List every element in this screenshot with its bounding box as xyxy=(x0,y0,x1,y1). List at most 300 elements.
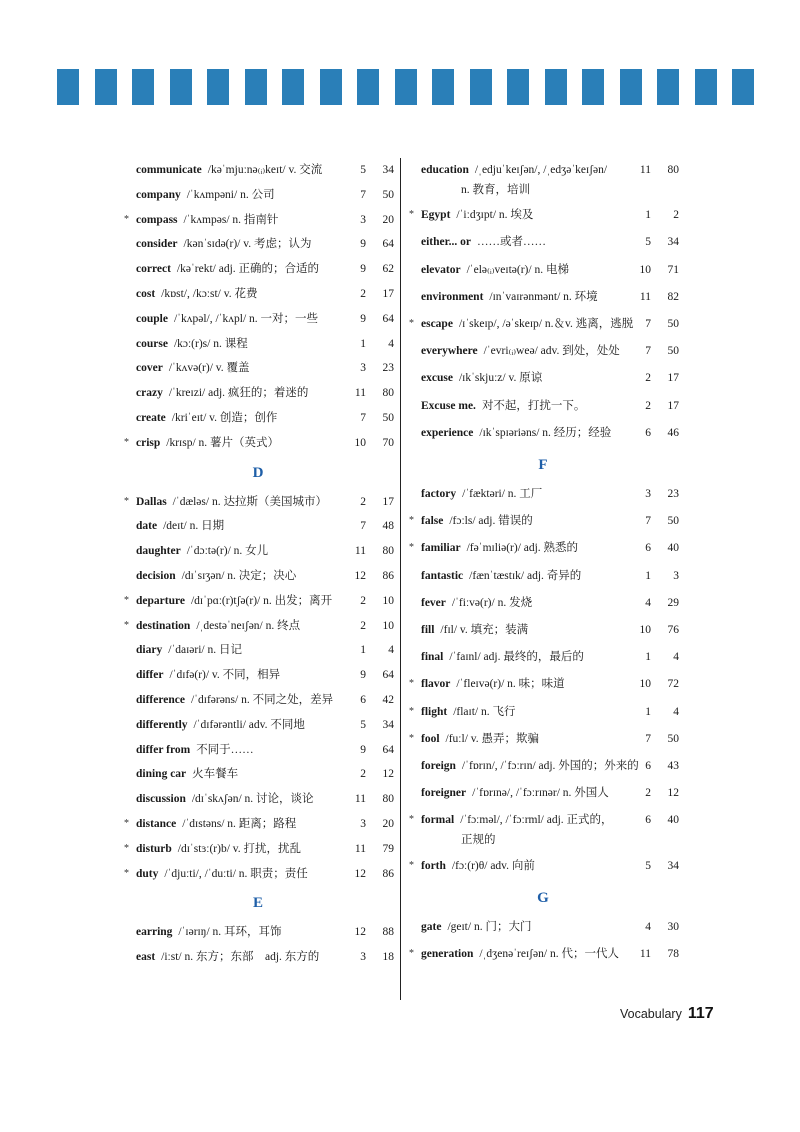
entry-text xyxy=(136,516,224,536)
definition: /iːst/ n. 东方；东部 adj. 东方的 xyxy=(161,951,320,964)
entry-text xyxy=(136,715,305,735)
unit-number: 9 xyxy=(360,743,366,756)
entry-text xyxy=(421,484,542,504)
vocab-entry xyxy=(122,383,394,403)
star-marker-icon: * xyxy=(409,515,414,527)
page-ref: 20 xyxy=(382,818,394,830)
header-decoration xyxy=(57,69,747,105)
headword: couple xyxy=(136,312,168,325)
unit-number: 6 xyxy=(360,694,366,706)
entry-text xyxy=(136,566,296,586)
entry-text xyxy=(421,593,532,613)
vocab-entry xyxy=(407,944,679,964)
definition: 对不起，打扰一下。 xyxy=(481,399,586,412)
page-ref: 50 xyxy=(382,188,394,201)
page-ref: 79 xyxy=(382,842,394,855)
vocab-entry xyxy=(407,566,679,586)
entry-text xyxy=(136,591,332,611)
section-letter-heading: F xyxy=(538,457,548,473)
page-ref: 64 xyxy=(382,312,394,325)
headword: duty xyxy=(136,867,159,880)
definition: /ˈkʌvə(r)/ v. 覆盖 xyxy=(168,362,250,375)
definition: /ˈdɪfərəntli/ adv. 不同地 xyxy=(193,718,305,731)
vocab-entry xyxy=(407,287,679,307)
headword: fantastic xyxy=(421,569,464,582)
headword: factory xyxy=(421,488,457,500)
page-ref: 12 xyxy=(667,787,679,800)
entry-text xyxy=(136,922,282,942)
header-square xyxy=(320,69,342,105)
header-square xyxy=(432,69,454,105)
page-ref: 62 xyxy=(382,263,394,276)
unit-number: 12 xyxy=(354,867,366,880)
page-ref: 82 xyxy=(667,290,679,303)
definition: /ˈfɒrɪnə/, /ˈfɔːrɪnər/ n. 外国人 xyxy=(472,787,609,800)
unit-number: 9 xyxy=(360,263,366,276)
entry-text xyxy=(136,185,275,205)
header-square xyxy=(207,69,229,105)
definition-continued: 正规的 xyxy=(461,834,496,847)
star-marker-icon: * xyxy=(409,948,414,959)
entry-text xyxy=(136,210,278,230)
headword: flavor xyxy=(421,678,451,691)
definition: /dɪˈstɜː(r)b/ v. 打扰，扰乱 xyxy=(177,842,302,855)
unit-number: 11 xyxy=(354,387,366,400)
headword: Dallas xyxy=(136,495,167,508)
vocab-entry xyxy=(122,284,394,304)
headword: forth xyxy=(421,859,446,872)
section-letter-heading: D xyxy=(252,464,264,481)
page-ref: 20 xyxy=(382,213,394,226)
unit-number: 1 xyxy=(645,209,651,222)
definition: /ɪkˈspɪəriəns/ n. 经历；经验 xyxy=(479,426,612,439)
unit-number: 2 xyxy=(360,594,366,607)
entry-text xyxy=(421,674,565,694)
page-ref: 80 xyxy=(667,164,679,176)
definition: /ˈdɪfə(r)/ v. 不同，相异 xyxy=(169,669,281,682)
entry-text xyxy=(421,917,531,937)
vocab-entry xyxy=(122,541,394,561)
unit-number: 11 xyxy=(354,545,366,558)
header-square xyxy=(132,69,154,105)
entry-text xyxy=(136,764,238,784)
entry-text xyxy=(421,396,585,416)
unit-number: 1 xyxy=(360,337,366,350)
vocab-entry xyxy=(407,756,679,776)
headword: final xyxy=(421,651,444,664)
definition: /kriˈeɪt/ v. 创造；创作 xyxy=(171,412,278,424)
headword: escape xyxy=(421,318,453,330)
vocab-entry xyxy=(407,917,679,937)
vocab-entry xyxy=(122,516,394,536)
definition: /ˈdæləs/ n. 达拉斯（美国城市） xyxy=(172,495,327,508)
vocab-entry xyxy=(122,690,394,710)
definition: /dɪˈskʌʃən/ n. 讨论，谈论 xyxy=(191,793,314,806)
definition: /fænˈtæstɪk/ adj. 奇异的 xyxy=(469,569,582,582)
headword: course xyxy=(136,337,168,350)
page-ref: 50 xyxy=(667,732,679,745)
unit-number: 6 xyxy=(645,542,651,555)
unit-number: 11 xyxy=(639,290,651,303)
definition: /ˈkʌpəl/, /ˈkʌpl/ n. 一对；一些 xyxy=(173,312,319,325)
headword: company xyxy=(136,188,181,201)
entry-text xyxy=(136,740,254,760)
definition: /ˈdaɪəri/ n. 日记 xyxy=(168,644,242,657)
header-square xyxy=(545,69,567,105)
page-ref: 34 xyxy=(382,718,394,731)
definition: /ˈɪərɪŋ/ n. 耳环，耳饰 xyxy=(178,926,282,939)
entry-text xyxy=(136,541,268,561)
entry-text xyxy=(421,702,516,722)
entry-text xyxy=(136,864,308,884)
definition: /ˈevri₍ᵢ₎weə/ adv. 到处，处处 xyxy=(483,345,620,358)
vocab-entry xyxy=(122,715,394,735)
definition: /flaɪt/ n. 飞行 xyxy=(453,705,516,718)
unit-number: 12 xyxy=(354,570,366,582)
unit-number: 2 xyxy=(645,399,651,412)
vocab-entry xyxy=(407,702,679,722)
entry-text xyxy=(136,309,318,329)
star-marker-icon: * xyxy=(124,867,129,879)
vocab-entry xyxy=(407,341,679,361)
entry-text xyxy=(136,383,308,403)
page-ref: 4 xyxy=(388,644,394,657)
star-marker-icon: * xyxy=(124,594,129,606)
vocab-entry xyxy=(407,260,679,280)
page-footer xyxy=(620,1005,714,1023)
footer-label: Vocabulary xyxy=(620,1007,682,1021)
headword: decision xyxy=(136,570,176,582)
page-ref: 18 xyxy=(382,951,394,964)
headword: compass xyxy=(136,213,178,226)
page-ref: 17 xyxy=(382,288,394,300)
unit-number: 9 xyxy=(360,312,366,325)
vocab-entry xyxy=(407,368,679,388)
vocab-entry xyxy=(407,423,679,443)
headword: flight xyxy=(421,705,448,718)
headword: distance xyxy=(136,818,177,830)
headword: fever xyxy=(421,596,446,609)
entry-text xyxy=(421,647,584,667)
vocab-entry xyxy=(122,358,394,378)
definition: /fɔːls/ adj. 错误的 xyxy=(449,515,533,528)
vocab-entry xyxy=(407,810,679,847)
definition: /dɪˈpɑː(r)tʃə(r)/ n. 出发；离开 xyxy=(190,594,333,607)
definition: /ˈkreɪzi/ adj. 疯狂的；着迷的 xyxy=(168,387,309,400)
headword: everywhere xyxy=(421,345,478,358)
page-ref: 2 xyxy=(673,209,679,222)
section-letter-heading: E xyxy=(252,895,263,912)
unit-number: 4 xyxy=(645,596,651,609)
page-ref: 72 xyxy=(667,678,679,691)
unit-number: 3 xyxy=(360,362,366,375)
unit-number: 10 xyxy=(354,436,366,449)
entry-text xyxy=(136,433,279,453)
star-marker-icon: * xyxy=(409,859,414,871)
column-divider xyxy=(400,158,401,1000)
unit-number: 1 xyxy=(645,705,651,718)
definition: /ˈfaɪnl/ adj. 最终的，最后的 xyxy=(449,651,584,664)
header-square xyxy=(695,69,717,105)
headword: differ xyxy=(136,669,164,682)
unit-number: 10 xyxy=(639,263,651,276)
header-square xyxy=(507,69,529,105)
unit-number: 7 xyxy=(360,520,366,533)
page-ref: 71 xyxy=(667,263,679,276)
vocab-entry xyxy=(407,205,679,225)
page-ref: 10 xyxy=(382,619,394,632)
definition: /ɪˈskeɪp/, /əˈskeɪp/ n.＆v. 逃离，逃脱 xyxy=(458,318,634,330)
definition: 火车餐车 xyxy=(192,768,239,781)
definition: /ˈdɔːtə(r)/ n. 女儿 xyxy=(186,545,269,558)
headword: crazy xyxy=(136,387,163,400)
entry-text xyxy=(136,789,314,809)
unit-number: 2 xyxy=(360,768,366,781)
vocab-entry xyxy=(407,620,679,640)
page-ref: 64 xyxy=(382,743,394,756)
vocab-entry xyxy=(122,185,394,205)
definition: /ˈdɪfərəns/ n. 不同之处，差异 xyxy=(190,694,334,706)
header-square xyxy=(620,69,642,105)
unit-number: 7 xyxy=(360,188,366,201)
definition: 不同于…… xyxy=(196,743,254,756)
definition: /fɪl/ v. 填充；装满 xyxy=(440,624,529,636)
unit-number: 2 xyxy=(360,619,366,632)
header-square xyxy=(357,69,379,105)
unit-number: 1 xyxy=(645,569,651,582)
definition: /kɒst/, /kɔːst/ v. 花费 xyxy=(161,288,258,300)
unit-number: 3 xyxy=(645,488,651,500)
unit-number: 9 xyxy=(360,238,366,251)
definition: /kəˈrekt/ adj. 正确的；合适的 xyxy=(176,263,320,276)
unit-number: 1 xyxy=(645,651,651,664)
unit-number: 10 xyxy=(639,624,651,636)
vocab-entry xyxy=(407,484,679,504)
definition-continued: n. 教育，培训 xyxy=(461,184,530,196)
headword: discussion xyxy=(136,793,186,806)
definition: /ˌdestəˈneɪʃən/ n. 终点 xyxy=(196,619,301,632)
vocab-entry xyxy=(407,314,679,334)
headword: fool xyxy=(421,732,440,745)
page-ref: 70 xyxy=(382,436,394,449)
definition: /ˈelə₍ᵢ₎veɪtə(r)/ n. 电梯 xyxy=(466,263,569,276)
headword: experience xyxy=(421,426,474,439)
unit-number: 2 xyxy=(645,787,651,800)
headword: Excuse me. xyxy=(421,399,476,412)
star-marker-icon: * xyxy=(124,495,129,507)
vocab-entry xyxy=(122,814,394,834)
vocab-entry xyxy=(122,160,394,180)
unit-number: 11 xyxy=(639,164,651,176)
vocab-entry xyxy=(122,210,394,230)
headword: disturb xyxy=(136,842,172,855)
page-ref: 12 xyxy=(382,768,394,781)
header-square xyxy=(582,69,604,105)
definition: /krɪsp/ n. 薯片（英式） xyxy=(166,436,280,449)
headword: east xyxy=(136,951,156,964)
page-ref: 17 xyxy=(382,495,394,508)
entry-text xyxy=(421,783,609,803)
page-ref: 50 xyxy=(667,515,679,528)
definition: /ˈdɪstəns/ n. 距离；路程 xyxy=(182,818,297,830)
headword: Egypt xyxy=(421,209,451,222)
headword: false xyxy=(421,515,444,528)
headword: crisp xyxy=(136,436,161,449)
page-ref: 23 xyxy=(382,362,394,375)
headword: consider xyxy=(136,238,178,251)
headword: foreign xyxy=(421,760,456,772)
headword: environment xyxy=(421,290,484,303)
headword: departure xyxy=(136,594,185,607)
page-ref: 80 xyxy=(382,545,394,558)
entry-text xyxy=(421,620,528,640)
entry-text xyxy=(136,234,312,254)
header-square xyxy=(95,69,117,105)
headword: either... or xyxy=(421,236,472,249)
entry-text xyxy=(421,232,546,252)
entry-text xyxy=(136,160,322,180)
headword: communicate xyxy=(136,164,202,176)
headword: excuse xyxy=(421,372,453,385)
vocab-entry xyxy=(122,433,394,453)
headword: cover xyxy=(136,362,163,375)
headword: formal xyxy=(421,814,455,827)
page-ref: 17 xyxy=(667,372,679,385)
vocab-entry xyxy=(122,408,394,428)
page-ref: 46 xyxy=(667,426,679,439)
headword: diary xyxy=(136,644,163,657)
vocab-entry xyxy=(122,566,394,586)
definition: /ɪnˈvaɪrənmənt/ n. 环境 xyxy=(489,290,598,303)
star-marker-icon: * xyxy=(409,318,414,329)
vocab-entry xyxy=(122,789,394,809)
definition: /geɪt/ n. 门；大门 xyxy=(447,920,532,933)
page-ref: 50 xyxy=(382,412,394,424)
page-ref: 86 xyxy=(382,867,394,880)
headword: foreigner xyxy=(421,787,467,800)
header-square xyxy=(395,69,417,105)
unit-number: 6 xyxy=(645,760,651,772)
unit-number: 10 xyxy=(639,678,651,691)
definition: /ˈfɒrɪn/, /ˈfɔːrɪn/ adj. 外国的；外来的 xyxy=(461,760,639,772)
page-ref: 78 xyxy=(667,948,679,960)
headword: dining car xyxy=(136,768,187,781)
page-ref: 34 xyxy=(667,859,679,872)
page-number: 117 xyxy=(687,1005,714,1022)
vocab-entry xyxy=(407,647,679,667)
star-marker-icon: * xyxy=(124,619,129,631)
entry-text xyxy=(421,810,613,830)
headword: cost xyxy=(136,288,156,300)
unit-number: 5 xyxy=(645,236,651,249)
vocab-entry xyxy=(122,764,394,784)
definition: /ˈkʌmpəs/ n. 指南针 xyxy=(183,213,279,226)
definition: /kənˈsɪdə(r)/ v. 考虑；认为 xyxy=(183,238,312,251)
vocab-entry xyxy=(407,160,679,196)
headword: familiar xyxy=(421,542,461,555)
entry-text xyxy=(421,260,569,280)
entry-text xyxy=(421,423,611,443)
vocab-entry xyxy=(407,232,679,252)
vocab-entry xyxy=(407,729,679,749)
unit-number: 5 xyxy=(645,859,651,872)
unit-number: 7 xyxy=(360,412,366,424)
star-marker-icon: * xyxy=(409,209,414,221)
headword: daughter xyxy=(136,545,181,558)
page-ref: 34 xyxy=(667,236,679,249)
entry-text xyxy=(421,944,619,964)
headword: earring xyxy=(136,926,173,939)
unit-number: 2 xyxy=(360,288,366,300)
unit-number: 12 xyxy=(354,926,366,939)
unit-number: 6 xyxy=(645,814,651,827)
page-ref: 10 xyxy=(382,594,394,607)
star-marker-icon: * xyxy=(409,814,414,826)
header-square xyxy=(657,69,679,105)
definition: /ˈdjuːti/, /ˈduːti/ n. 职责；责任 xyxy=(164,867,308,880)
entry-text xyxy=(136,616,300,636)
entry-text xyxy=(136,665,280,685)
star-marker-icon: * xyxy=(124,213,129,225)
unit-number: 2 xyxy=(360,495,366,508)
page-ref: 48 xyxy=(382,520,394,533)
page-ref: 29 xyxy=(667,596,679,609)
unit-number: 4 xyxy=(645,920,651,933)
vocab-entry xyxy=(122,839,394,859)
vocab-entry xyxy=(122,309,394,329)
vocab-entry xyxy=(122,665,394,685)
page-ref: 4 xyxy=(388,337,394,350)
vocab-entry xyxy=(407,593,679,613)
vocab-entry xyxy=(407,783,679,803)
headword: differently xyxy=(136,718,188,731)
unit-number: 7 xyxy=(645,732,651,745)
entry-text xyxy=(421,341,620,361)
star-marker-icon: * xyxy=(409,542,414,554)
page-ref: 30 xyxy=(667,920,679,933)
page-ref: 64 xyxy=(382,238,394,251)
vocab-entry xyxy=(122,591,394,611)
page-ref: 43 xyxy=(667,760,679,772)
page-ref: 88 xyxy=(382,926,394,939)
page-ref: 3 xyxy=(673,569,679,582)
unit-number: 6 xyxy=(645,426,651,439)
header-square xyxy=(470,69,492,105)
headword: correct xyxy=(136,263,171,276)
entry-text xyxy=(136,814,296,834)
entry-text xyxy=(421,856,535,876)
page-ref: 23 xyxy=(667,488,679,500)
unit-number: 11 xyxy=(354,793,366,806)
vocab-entry xyxy=(122,492,394,512)
entry-text xyxy=(421,205,533,225)
entry-text xyxy=(136,947,319,967)
page-ref: 50 xyxy=(667,345,679,358)
vocab-entry xyxy=(122,259,394,279)
headword: gate xyxy=(421,920,442,933)
definition: ……或者…… xyxy=(477,236,547,249)
unit-number: 3 xyxy=(360,818,366,830)
definition: /ˈfæktəri/ n. 工厂 xyxy=(462,488,543,500)
unit-number: 11 xyxy=(639,948,651,960)
entry-text xyxy=(421,287,598,307)
page-ref: 50 xyxy=(667,318,679,330)
vocab-entry xyxy=(122,864,394,884)
unit-number: 7 xyxy=(645,318,651,330)
vocab-entry xyxy=(122,334,394,354)
vocab-entry xyxy=(122,740,394,760)
headword: difference xyxy=(136,694,185,706)
